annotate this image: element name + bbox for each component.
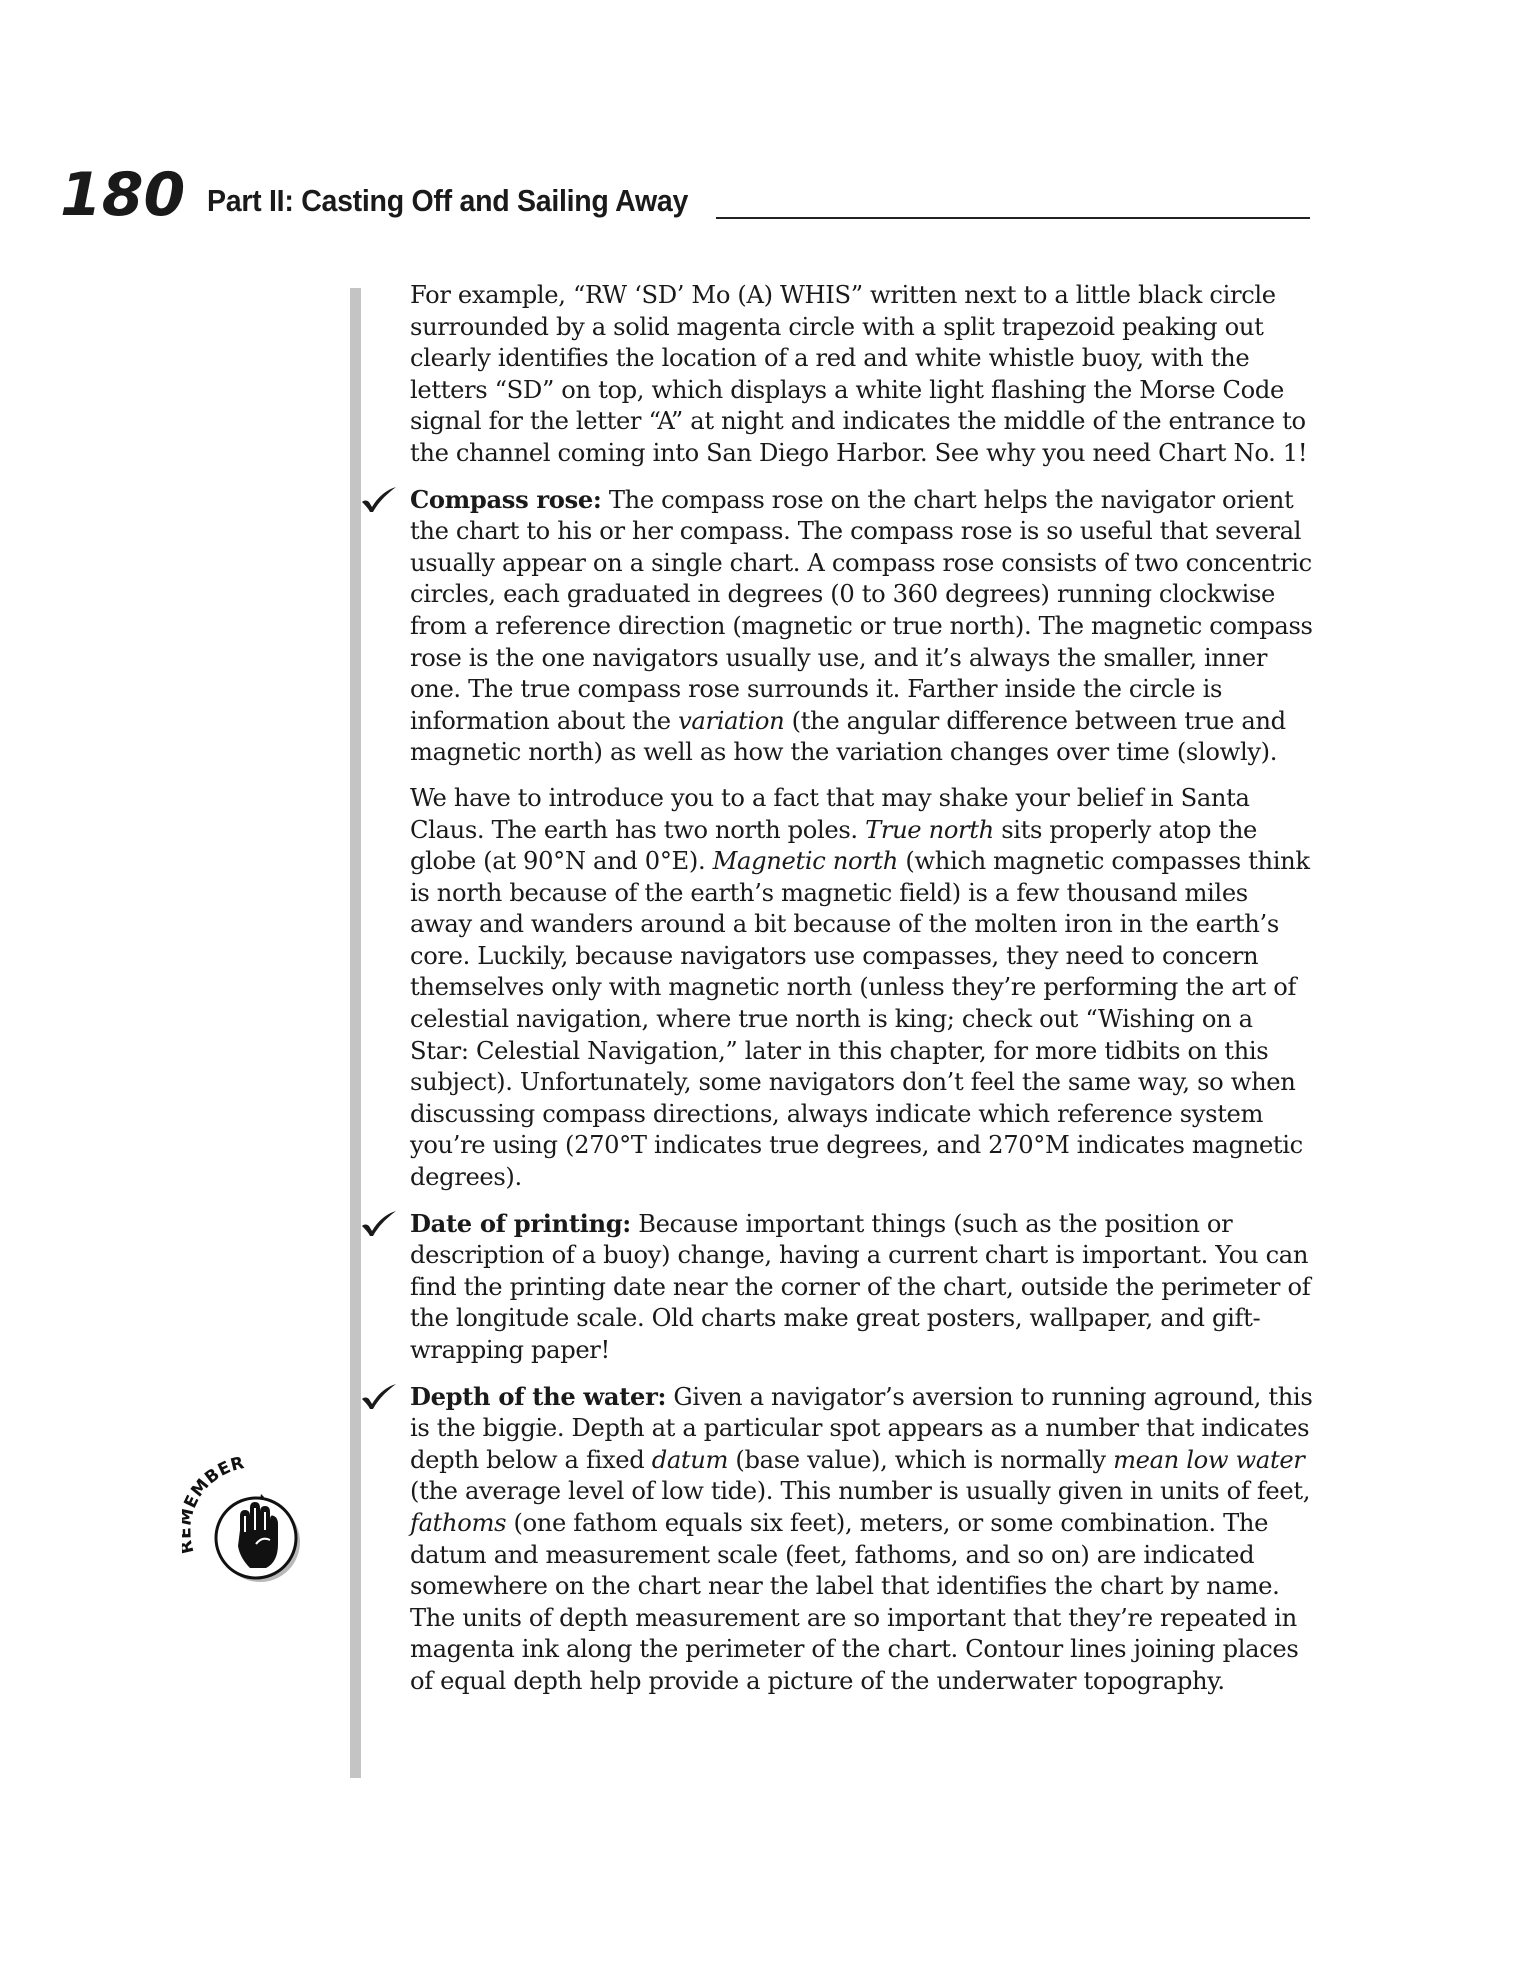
- remember-icon: [182, 1440, 318, 1584]
- checkmark-icon: [360, 1382, 398, 1410]
- intro-paragraph: For example, “RW ‘SD’ Mo (A) WHIS” written next to a little black circle surrounded by a solid magenta circle with a split trapezoid peaking out clearly identifies the location of a red and white whistle buoy, with the letters “SD” on top, which displays a white light flashing the Morse Code signal for the letter “A” at night and indicates the middle of the entrance to the channel coming into San Diego Harbor. See why you need Chart No. 1!: [410, 281, 1308, 467]
- checkmark-icon: [360, 1209, 398, 1237]
- part-title: Part II: Casting Off and Sailing Away: [207, 183, 689, 218]
- remember-label: EMBER: [182, 1453, 247, 1512]
- term-date-of-printing: Date of printing:: [410, 1208, 631, 1238]
- page-header: [60, 160, 1310, 230]
- checkmark-icon: [360, 485, 398, 513]
- term-depth-of-water: Depth of the water:: [410, 1381, 667, 1411]
- header-rule: [716, 217, 1310, 219]
- term-compass-rose: Compass rose:: [410, 484, 602, 514]
- north-poles-paragraph: We have to introduce you to a fact that may shake your belief in Santa Claus. The earth has two north poles. True north sits properly atop the globe (at 90°N and 0°E). Magnetic north (which magnetic compasses think is north because of the earth’s magnetic field) is a few thousand miles away and wanders around a bit because of the molten iron in the earth’s core. Luckily, because navigators use compasses, they need to concern themselves only with magnetic north (unless they’re performing the art of celestial navigation, where true north is king; check out “Wishing on a Star: Celestial Navigation,” later in this chapter, for more tidbits on this subject). Unfortunately, some navigators don’t feel the same way, so when discussing compass directions, always indicate which reference system you’re using (270°T indicates true degrees, and 270°M indicates magnetic degrees).: [410, 783, 1310, 1192]
- list-item-compass-rose: Compass rose: The compass rose on the chart helps the navigator orient the chart to his or her compass. The compass rose is so useful that several usually appear on a single chart. A compass rose consists of two concentric circles, each graduated in degrees (0 to 360 degrees) running clockwise from a reference direction (magnetic or true north). The magnetic compass rose is the one navigators usually use, and it’s always the smaller, inner one. The true compass rose surrounds it. Farther inside the circle is information about the variation (the angular difference between true and magnetic north) as well as how the variation changes over time (slowly).: [410, 484, 1316, 769]
- list-item-depth-of-water: Depth of the water: Given a navigator’s aversion to running aground, this is the biggie. Depth at a particular spot appears as a number that indicates depth below a fixed datum (base value), which is normally mean low water (the average level of low tide). This number is usually given in units of feet, fathoms (one fathom equals six feet), meters, or some combination. The datum and measurement scale (feet, fathoms, and so on) are indicated somewhere on the chart near the label that identifies the chart by name. The units of depth measurement are so important that they’re repeated in magenta ink along the perimeter of the chart. Contour lines joining places of equal depth help provide a picture of the underwater topography.: [410, 1381, 1316, 1698]
- page-number: 180: [60, 160, 186, 230]
- page-content: [410, 280, 1316, 1712]
- list-item-date-of-printing: Date of printing: Because important things (such as the position or description of a buoy) change, having a current chart is important. You can find the printing date near the corner of the chart, outside the perimeter of the longitude scale. Old charts make great posters, wallpaper, and gift-wrapping paper!: [410, 1208, 1316, 1367]
